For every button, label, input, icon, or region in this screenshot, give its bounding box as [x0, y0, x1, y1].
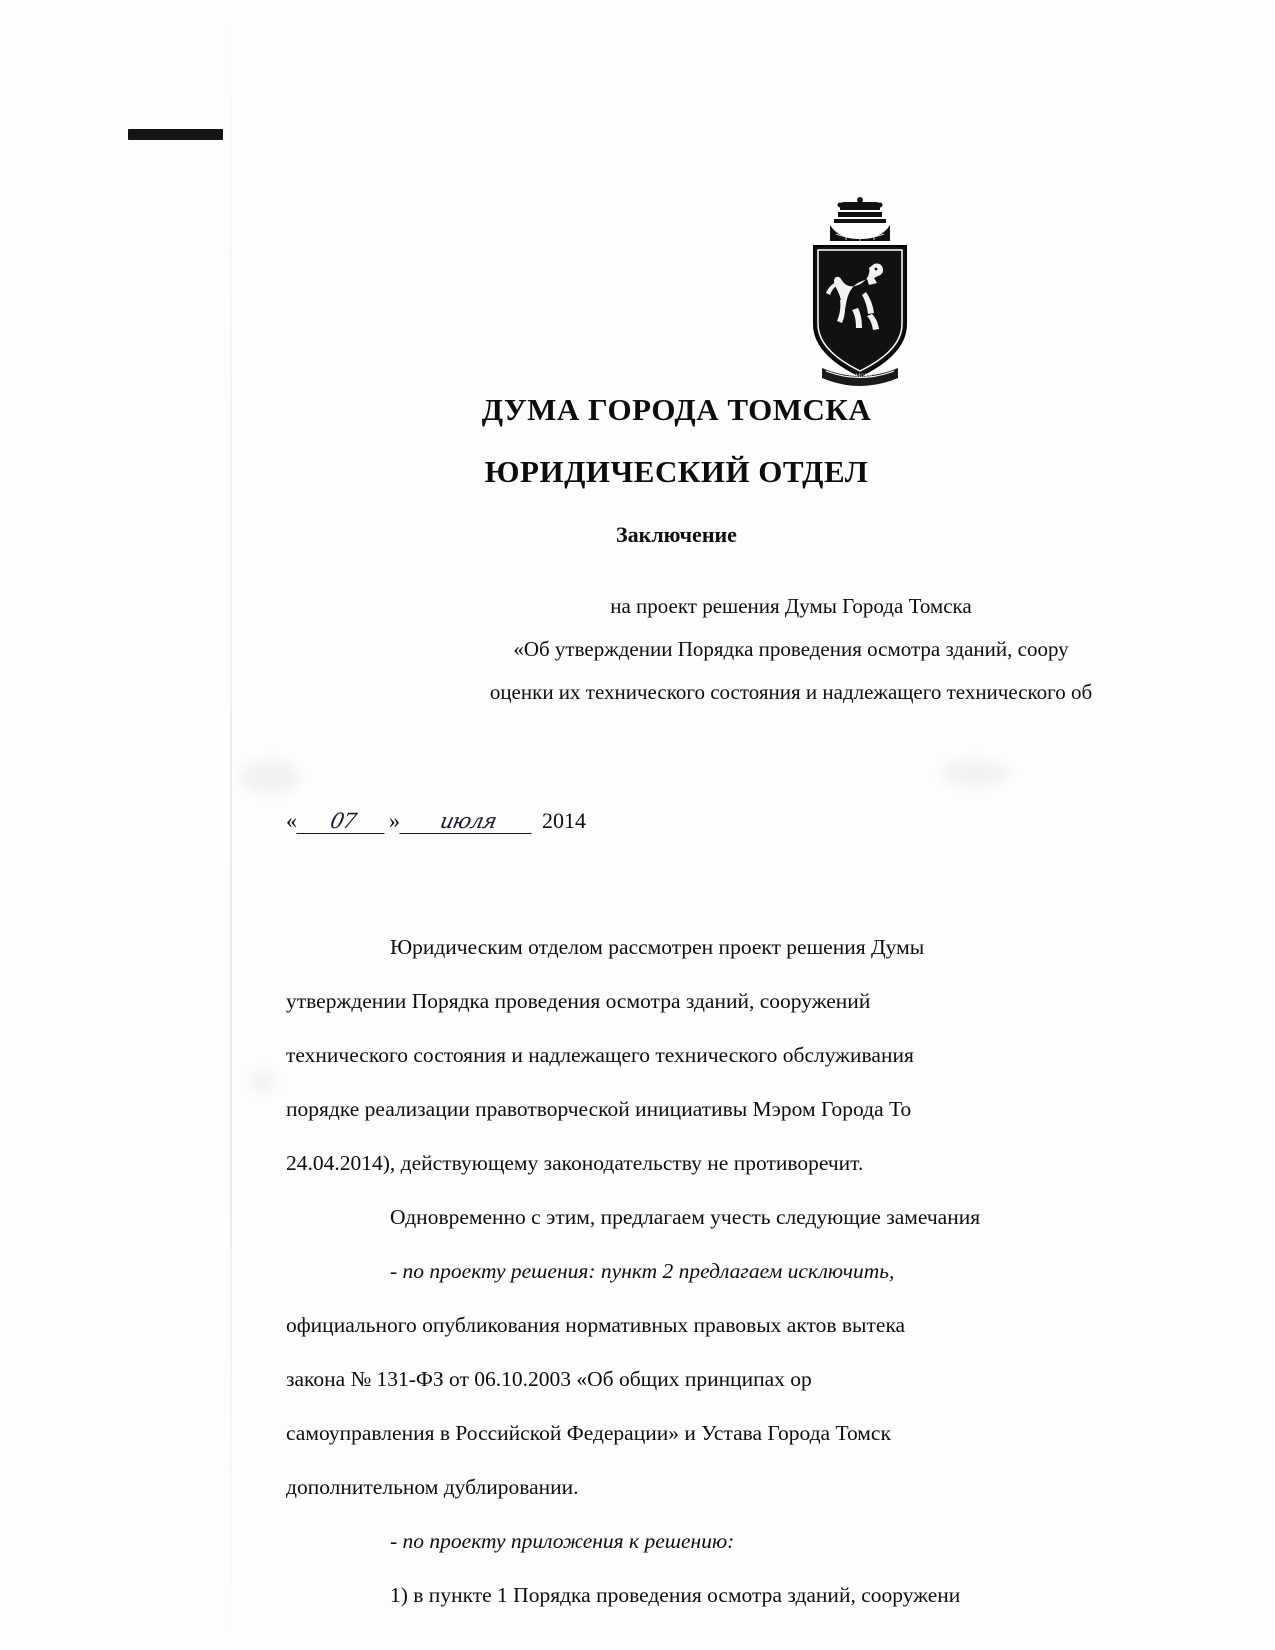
- body-paragraph: технического состояния и надлежащего технического обслуживания: [286, 1043, 914, 1067]
- body-paragraph: закона № 131-ФЗ от 06.10.2003 «Об общих принципах ор: [286, 1367, 812, 1391]
- document-body: [286, 920, 1275, 1622]
- subject-line-3: оценки их технического состояния и надлежащего технического об: [489, 680, 1093, 704]
- body-paragraph: 1) в пункте 1 Порядка проведения осмотра зданий, сооружени: [390, 1583, 961, 1607]
- date-close-quote: »: [389, 808, 400, 833]
- body-paragraph: порядке реализации правотворческой инициативы Мэром Города То: [286, 1097, 912, 1121]
- date-month-field[interactable]: июля: [399, 809, 536, 834]
- document-subject: [286, 585, 1275, 714]
- scan-smudge: [240, 760, 300, 794]
- document-kind: Заключение: [616, 522, 737, 547]
- subject-line-2: «Об утверждении Порядка проведения осмотра зданий, соору: [513, 637, 1069, 661]
- body-paragraph-italic: - по проекту приложения к решению:: [390, 1529, 735, 1553]
- subject-line-1: на проект решения Думы Города Томска: [610, 594, 972, 618]
- date-day-field[interactable]: 07: [296, 809, 389, 834]
- date-open-quote: «: [286, 808, 297, 833]
- body-paragraph: самоуправления в Российской Федерации» и Устава Города Томск: [286, 1421, 891, 1445]
- scan-smudge: [250, 1070, 276, 1092]
- department-title: ЮРИДИЧЕСКИЙ ОТДЕЛ: [484, 454, 869, 489]
- body-paragraph-italic: - по проекту решения: пункт 2 предлагаем исключить,: [390, 1259, 895, 1283]
- body-paragraph: Юридическим отделом рассмотрен проект решения Думы: [390, 935, 925, 959]
- body-paragraph: утверждении Порядка проведения осмотра зданий, сооружений: [286, 989, 871, 1013]
- svg-text:ТОМСКЪ: ТОМСКЪ: [847, 373, 873, 379]
- top-black-bar: [128, 129, 223, 140]
- document-date-line: [286, 808, 586, 834]
- date-year: 2014: [542, 808, 586, 833]
- scan-smudge: [940, 760, 1010, 786]
- scan-streak: [230, 0, 232, 1650]
- body-paragraph: официального опубликования нормативных правовых актов вытека: [286, 1313, 906, 1337]
- body-paragraph: 24.04.2014), действующему законодательству не противоречит.: [286, 1151, 864, 1175]
- organization-title: ДУМА ГОРОДА ТОМСКА: [481, 392, 872, 427]
- tomsk-coat-of-arms-icon: [800, 196, 920, 392]
- body-paragraph: дополнительном дублировании.: [286, 1475, 579, 1499]
- body-paragraph: Одновременно с этим, предлагаем учесть следующие замечания: [390, 1205, 981, 1229]
